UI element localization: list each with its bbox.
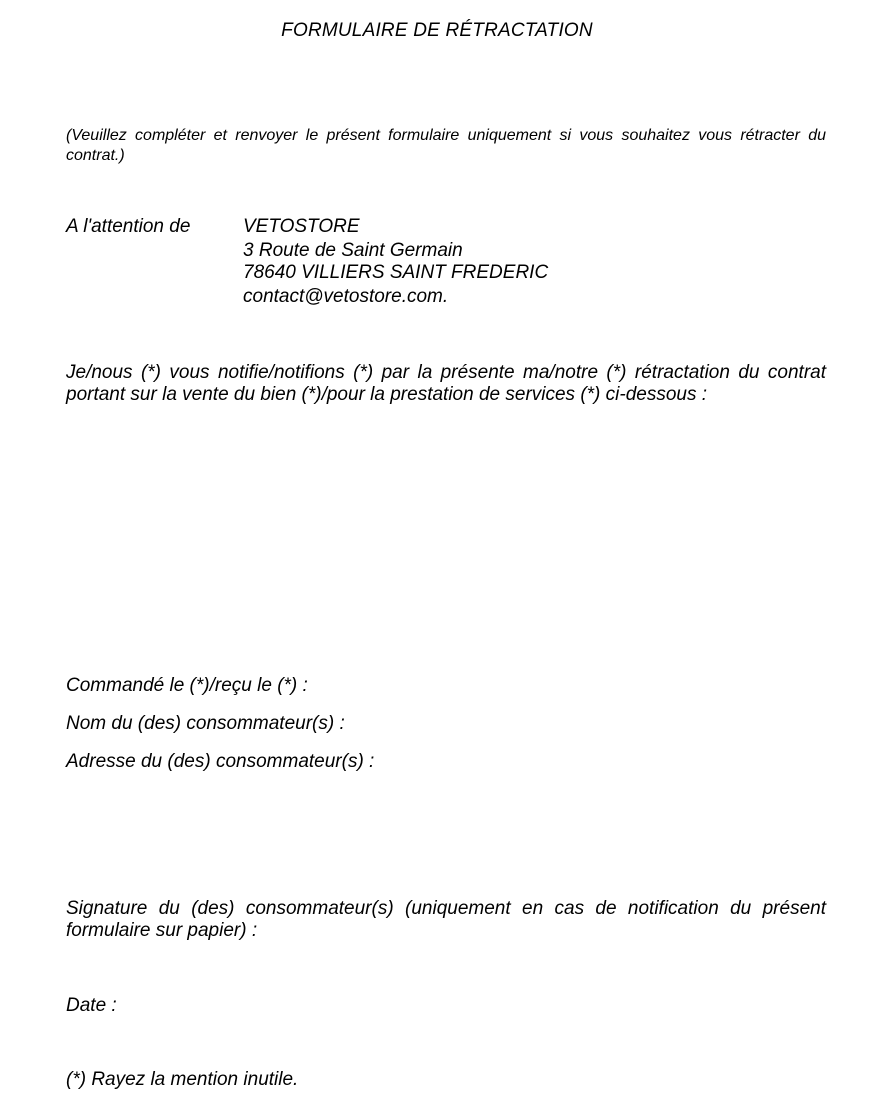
form-title: FORMULAIRE DE RÉTRACTATION [281, 20, 593, 41]
consumer-name-field: Nom du (des) consommateur(s) : [66, 713, 345, 734]
recipient-email: contact@vetostore.com. [243, 286, 449, 307]
recipient-name: VETOSTORE [243, 216, 360, 237]
intro-instructions: (Veuillez compléter et renvoyer le présent formulaire uniquement si vous souhaitez vous rétracter du contrat.) [66, 127, 826, 164]
attention-label: A l'attention de [66, 216, 191, 237]
notification-statement: Je/nous (*) vous notifie/notifions (*) par la présente ma/notre (*) rétractation du contrat portant sur la vente du bien (*)/pour la prestation de services (*) ci-dessous : [66, 362, 826, 405]
footnote: (*) Rayez la mention inutile. [66, 1069, 299, 1090]
recipient-city: 78640 VILLIERS SAINT FREDERIC [243, 262, 549, 283]
date-field: Date : [66, 995, 117, 1016]
ordered-received-field: Commandé le (*)/reçu le (*) : [66, 675, 308, 696]
recipient-street: 3 Route de Saint Germain [243, 240, 463, 261]
consumer-address-field: Adresse du (des) consommateur(s) : [66, 751, 375, 772]
signature-field: Signature du (des) consommateur(s) (uniquement en cas de notification du présent formulaire sur papier) : [66, 898, 826, 941]
